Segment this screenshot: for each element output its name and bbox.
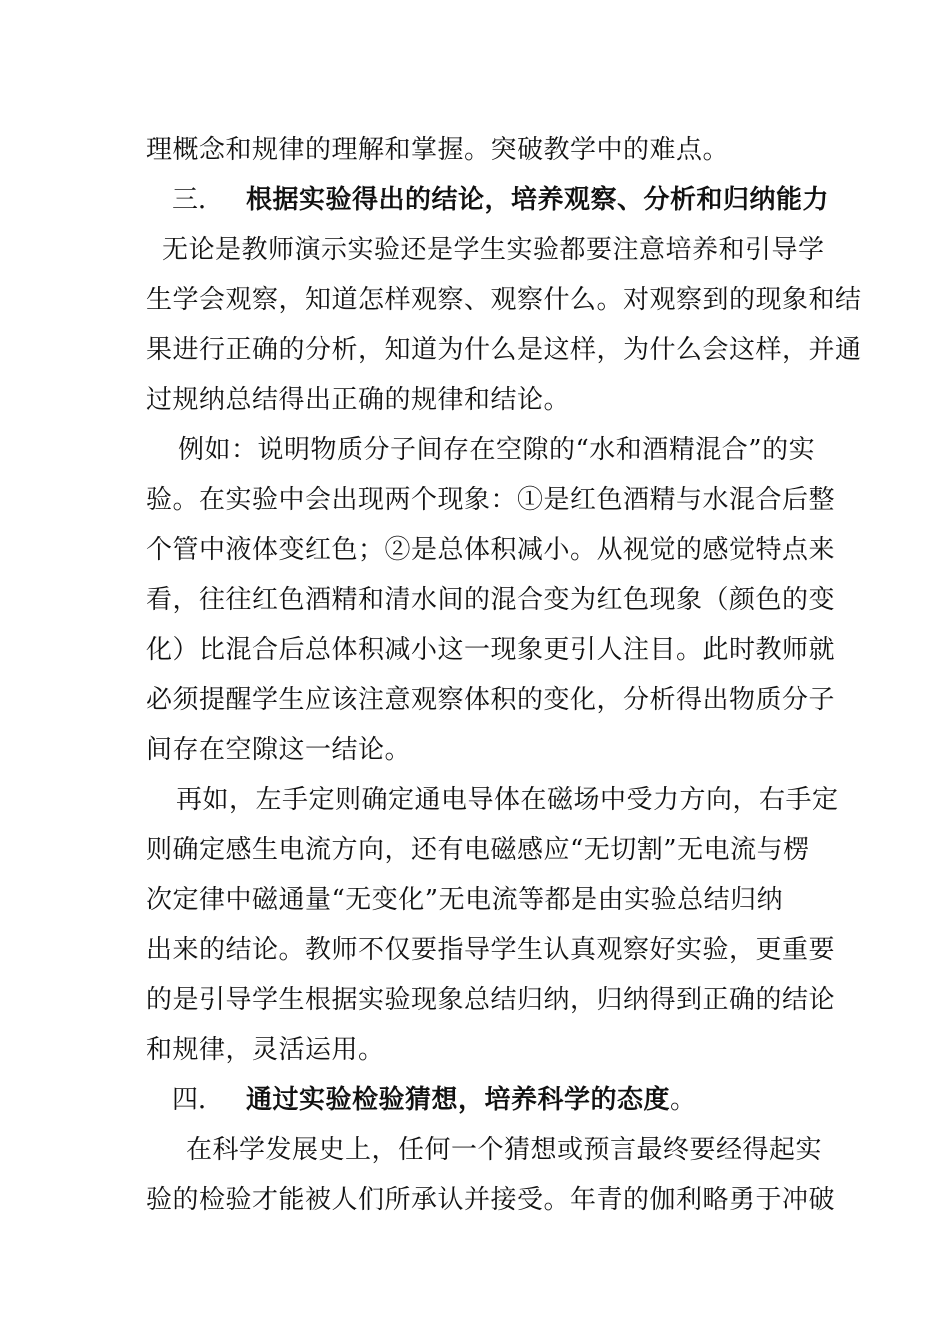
section-heading-4	[172, 1082, 696, 1118]
paragraph-line: 在科学发展史上，任何一个猜想或预言最终要经得起实	[186, 1135, 823, 1165]
paragraph-line: 化）比混合后总体积减小这一现象更引人注目。此时教师就	[146, 635, 836, 665]
paragraph-line: 间存在空隙这一结论。	[146, 735, 412, 765]
paragraph-line: 过规纳总结得出正确的规律和结论。	[146, 385, 571, 415]
paragraph-line: 验的检验才能被人们所承认并接受。年青的伽利略勇于冲破	[146, 1185, 836, 1215]
heading-text: 根据实验得出的结论，培养观察、分析和归纳能力	[246, 185, 830, 215]
paragraph-line: 再如，左手定则确定通电导体在磁场中受力方向，右手定	[176, 785, 839, 815]
paragraph-line: 的是引导学生根据实验现象总结归纳，归纳得到正确的结论	[146, 985, 836, 1015]
paragraph-line: 则确定感生电流方向，还有电磁感应“无切割”无电流与楞	[146, 835, 810, 865]
paragraph-line: 无论是教师演示实验还是学生实验都要注意培养和引导学	[162, 235, 825, 265]
paragraph-line: 理概念和规律的理解和掌握。突破教学中的难点。	[146, 135, 730, 165]
paragraph-line: 个管中液体变红色；②是总体积减小。从视觉的感觉特点来	[146, 535, 836, 565]
paragraph-line: 果进行正确的分析，知道为什么是这样，为什么会这样，并通	[146, 335, 862, 365]
paragraph-line: 必须提醒学生应该注意观察体积的变化，分析得出物质分子	[146, 685, 836, 715]
paragraph-line: 验。在实验中会出现两个现象：①是红色酒精与水混合后整	[146, 485, 836, 515]
heading-number: 三．	[172, 185, 225, 215]
heading-number: 四．	[172, 1085, 225, 1115]
heading-tail: 。	[670, 1085, 697, 1115]
paragraph-line: 次定律中磁通量“无变化”无电流等都是由实验总结归纳	[146, 885, 784, 915]
paragraph-line: 出来的结论。教师不仅要指导学生认真观察好实验，更重要	[146, 935, 836, 965]
section-heading-3	[172, 182, 829, 218]
paragraph-line: 看，往往红色酒精和清水间的混合变为红色现象（颜色的变	[146, 585, 836, 615]
paragraph-line: 生学会观察，知道怎样观察、观察什么。对观察到的现象和结	[146, 285, 862, 315]
paragraph-line: 和规律，灵活运用。	[146, 1035, 385, 1065]
paragraph-line: 例如：说明物质分子间存在空隙的“水和酒精混合”的实	[178, 435, 816, 465]
heading-text: 通过实验检验猜想，培养科学的态度	[246, 1085, 671, 1115]
